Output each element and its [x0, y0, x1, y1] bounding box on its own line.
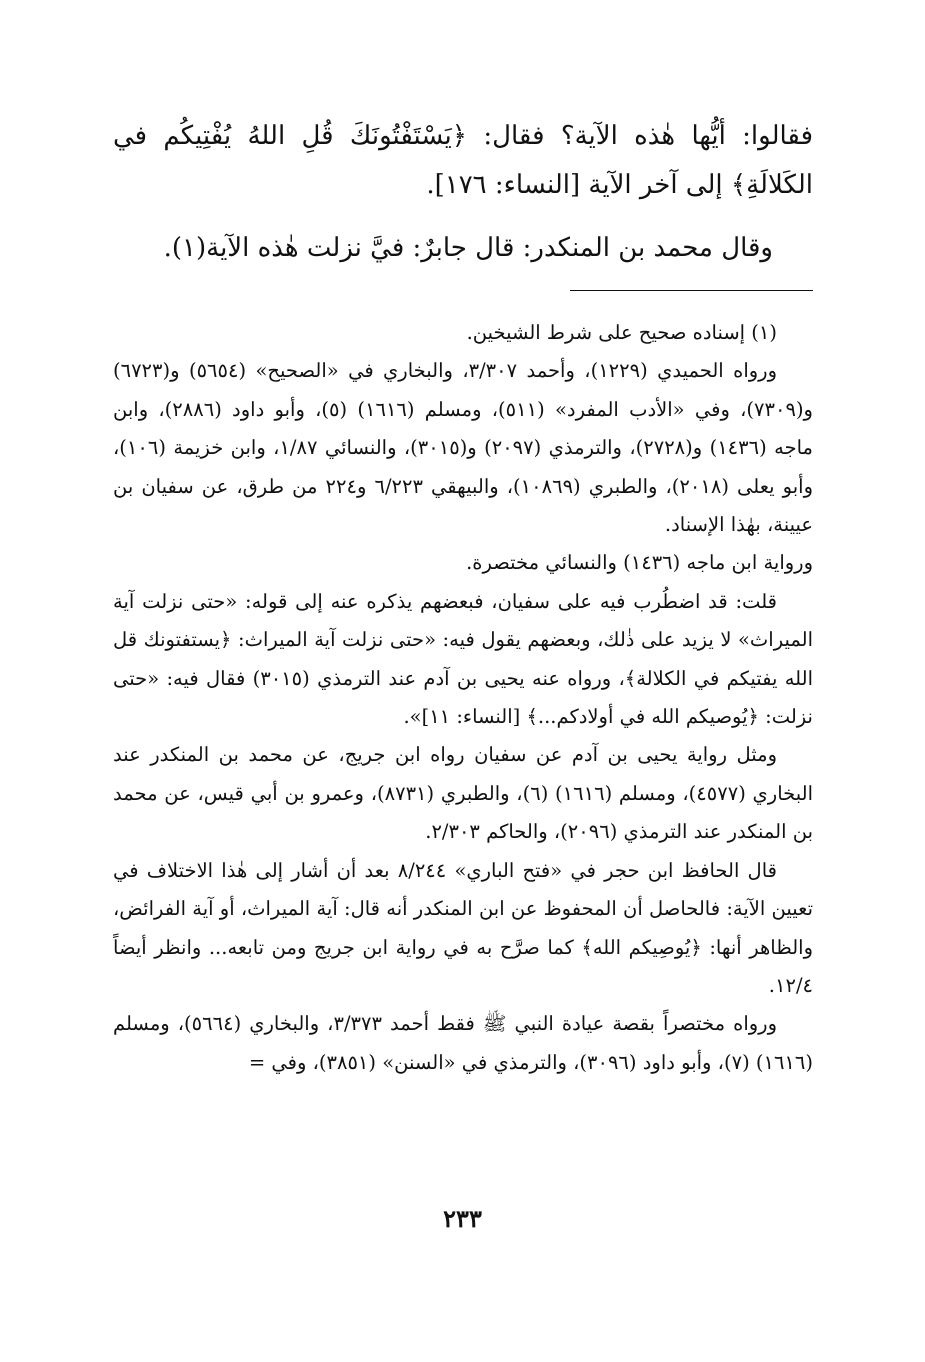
- footnote-paragraph: ورواية ابن ماجه (١٤٣٦) والنسائي مختصرة.: [466, 551, 813, 575]
- main-text: [113, 112, 813, 273]
- footnote-paragraph: ومثل رواية يحيى بن آدم عن سفيان رواه ابن جريج، عن محمد بن المنكدر عند البخاري (٤٥٧٧)، ومسلم (١٦١٦) (٦)، والطبري (٨٧٣١)، وعمرو بن أبي قيس، عن محمد بن المنكدر عند الترمذي (٢٠٩٦)، والحاكم ٢/٣٠٣.: [113, 743, 813, 844]
- main-paragraph-2: وقال محمد بن المنكدر: قال جابرٌ: فيَّ نزلت هٰذه الآية(١).: [163, 233, 773, 263]
- footnote-divider: [570, 290, 813, 291]
- footnote-paragraph: قلت: قد اضطُرب فيه على سفيان، فبعضهم يذكره عنه إلى قوله: «حتى نزلت آية الميراث» لا يزيد على ذٰلك، وبعضهم يقول فيه: «حتى نزلت آية الميراث: ﴿يستفتونك قل الله يفتيكم في الكلالة﴾، ورواه عنه يحيى بن آدم عند الترمذي (٣٠١٥) فقال فيه: «حتى نزلت: ﴿يُوصيكم الله في أولادكم...﴾ [النساء: ١١]».: [113, 589, 813, 729]
- footnotes: [113, 314, 813, 1082]
- footnote-paragraph: ورواه مختصراً بقصة عيادة النبي ﷺ فقط أحمد ٣/٣٧٣، والبخاري (٥٦٦٤)، ومسلم (١٦١٦) (٧)، وأبو داود (٣٠٩٦)، والترمذي في «السنن» (٣٨٥١)، وفي =: [113, 1012, 813, 1074]
- footnote-paragraph: ورواه الحميدي (١٢٢٩)، وأحمد ٣/٣٠٧، والبخاري في «الصحيح» (٥٦٥٤) و(٦٧٢٣) و(٧٣٠٩)، وفي «الأدب المفرد» (٥١١)، ومسلم (١٦١٦) (٥)، وأبو داود (٢٨٨٦)، وابن ماجه (١٤٣٦) و(٢٧٢٨)، والترمذي (٢٠٩٧) و(٣٠١٥)، والنسائي ١/٨٧، وابن خزيمة (١٠٦)، وأبو يعلى (٢٠١٨)، والطبري (١٠٨٦٩)، والبيهقي ٦/٢٢٣ و٢٢٤ من طرق، عن سفيان بن عيينة، بهٰذا الإسناد.: [113, 359, 813, 537]
- page-number: ٢٣٣: [443, 1204, 482, 1233]
- footnote-paragraph: قال الحافظ ابن حجر في «فتح الباري» ٨/٢٤٤ بعد أن أشار إلى هٰذا الاختلاف في تعيين الآية: فالحاصل أن المحفوظ عن ابن المنكدر أنه قال: آية الميراث، أو آية الفرائض، والظاهر أنها: ﴿يُوصِيكم الله﴾ كما صرَّح به في رواية ابن جريج ومن تابعه... وانظر أيضاً ١٢/٤.: [113, 858, 813, 997]
- footnote-1: (١) إسناده صحيح على شرط الشيخين.: [466, 321, 777, 344]
- main-paragraph-1: فقالوا: أيُّها هٰذه الآية؟ فقال: ﴿يَسْتَفْتُونَكَ قُلِ اللهُ يُفْتِيكُم في الكَلالَةِ﴾ إلى آخر الآية [النساء: ١٧٦].: [113, 121, 813, 200]
